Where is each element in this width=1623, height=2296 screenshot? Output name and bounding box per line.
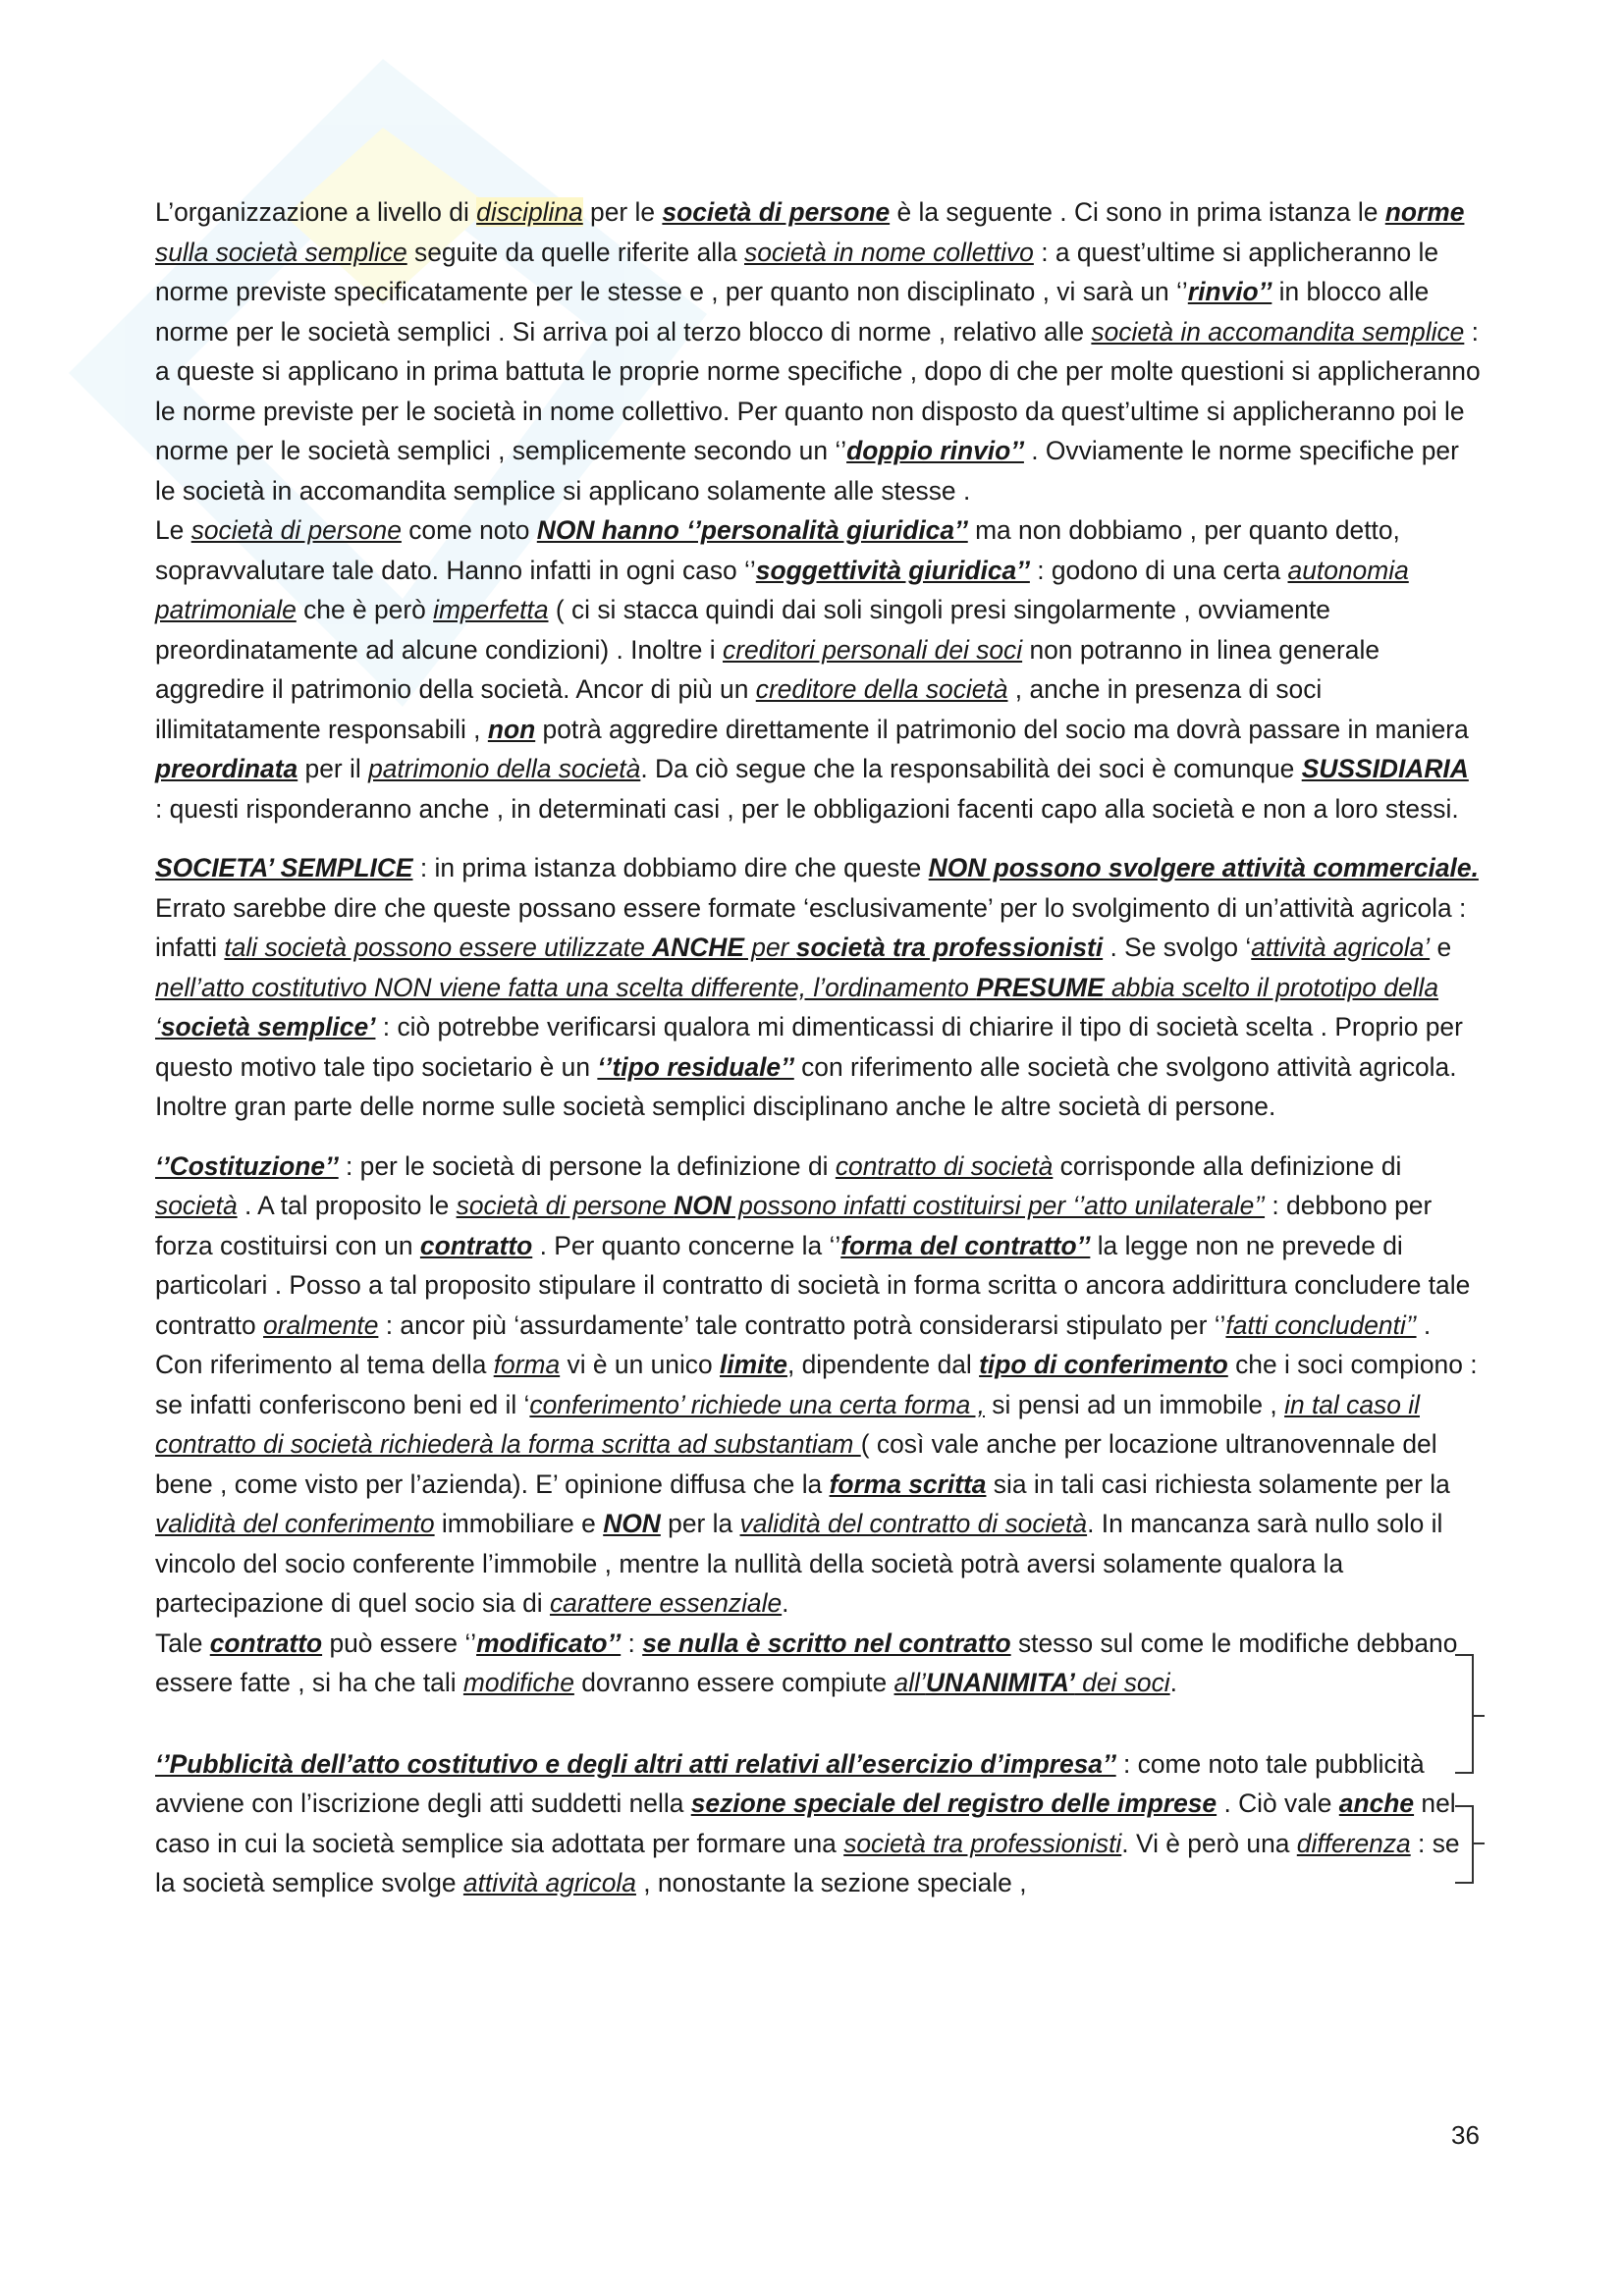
emphasis-text: dei soci: [1074, 1668, 1170, 1697]
emphasis-text: imperfetta: [433, 595, 549, 624]
body-text: la legge non ne prevede di particolari . Posso a tal proposito stipulare il contratto di società in forma scritta o ancora addirittura concludere tale contratto: [155, 1230, 1471, 1340]
paragraph-disciplina: [155, 192, 1483, 510]
body-text: seguite da quelle riferite alla: [406, 237, 744, 267]
emphasis-text: UNANIMITA’: [925, 1668, 1075, 1697]
body-text: si pensi ad un immobile ,: [984, 1389, 1285, 1419]
body-text: : come noto tale pubblicità avviene con l’iscrizione degli atti suddetti nella: [155, 1748, 1425, 1818]
body-text: . In mancanza sarà nullo solo il vincolo del socio conferente l’immobile , mentre la nullità della società potrà aversi solamente qualora la partecipazione di quel socio sia di: [155, 1509, 1443, 1618]
emphasis-text: società semplice’: [160, 1012, 376, 1041]
emphasis-text: doppio rinvio’’: [846, 436, 1024, 465]
emphasis-text: NON: [603, 1509, 661, 1538]
body-text: : per le società di persone la definizione di: [338, 1150, 836, 1181]
body-text: : questi risponderanno anche , in determinati casi , per le obbligazioni facenti capo alla società e non a loro stessi.: [155, 793, 1459, 824]
body-text: ( ci si stacca quindi dai soli singoli presi singolarmente , ovviamente preordinatamente ad alcune condizioni) . Inoltre i: [155, 595, 1330, 665]
body-text: che è però: [296, 595, 434, 624]
emphasis-text: anche: [1338, 1789, 1415, 1818]
body-text: Errato sarebbe dire che queste possano essere formate ‘esclusivamente’ per lo svolgimento di un’attività agricola : infatti: [155, 892, 1467, 962]
emphasis-text: tipo di conferimento: [979, 1350, 1228, 1379]
emphasis-text: PRESUME: [976, 972, 1105, 1002]
body-text: con riferimento alle società che svolgono attività agricola. Inoltre gran parte delle norme sulle società semplici disciplinano anche le altre società di persone.: [155, 1051, 1457, 1121]
paragraph-societa-semplice: [155, 848, 1483, 1127]
body-text: nel caso in cui la società semplice sia adottata per formare una: [155, 1789, 1456, 1858]
emphasis-text: contratto di società: [835, 1150, 1054, 1181]
body-text: corrisponde alla definizione di: [1053, 1150, 1402, 1181]
body-text: che i soci compiono : se infatti conferiscono beni ed il ‘: [155, 1350, 1478, 1419]
body-text: : a queste si applicano in prima battuta le proprie norme specifiche , dopo di che per molte questioni si applicheranno le norme previste per le società in nome collettivo. Per quanto non disposto da quest’ultime si applicheranno poi le norme per le società semplici , semplicemente secondo un ‘’: [155, 316, 1481, 465]
emphasis-text: società: [155, 1191, 238, 1220]
emphasis-text: differenza: [1296, 1828, 1411, 1858]
emphasis-text: società di persone: [190, 515, 402, 545]
body-text: . Con riferimento al tema della: [155, 1309, 1432, 1379]
emphasis-text: sezione speciale del registro delle imprese: [690, 1789, 1217, 1818]
body-text: potrà aggredire direttamente il patrimonio del socio ma dovrà passare in maniera: [535, 714, 1469, 744]
emphasis-text: sulla società semplice: [155, 237, 407, 267]
emphasis-text: modificato’’: [476, 1628, 622, 1658]
emphasis-text: attività agricola: [462, 1868, 636, 1897]
body-text: non potranno in linea generale aggredire il patrimonio della società. Ancor di più un: [155, 634, 1380, 704]
emphasis-text: NON hanno ‘’personalità giuridica’’: [536, 515, 968, 545]
emphasis-text: società di persone: [456, 1191, 675, 1220]
body-text: .: [1169, 1668, 1177, 1697]
emphasis-text: validità del contratto di società: [739, 1509, 1088, 1538]
emphasis-text: rinvio’’: [1187, 277, 1272, 306]
emphasis-text: limite: [720, 1350, 787, 1379]
emphasis-text: fatti concludenti’’: [1225, 1309, 1417, 1340]
body-text: :: [621, 1628, 643, 1658]
emphasis-text: creditori personali dei soci: [723, 634, 1023, 665]
emphasis-text: società tra professionisti: [795, 933, 1104, 962]
paragraph-pubblicita: [155, 1744, 1483, 1903]
emphasis-text: per: [743, 933, 796, 962]
body-text: , dipendente dal: [786, 1350, 980, 1379]
emphasis-text: ANCHE: [652, 933, 744, 962]
body-text: L’organizzazione a livello di: [155, 197, 477, 227]
emphasis-text: modifiche: [462, 1668, 574, 1697]
body-text: . Se svolgo ‘: [1103, 933, 1252, 962]
emphasis-text: società tra professionisti: [843, 1828, 1122, 1858]
body-text: stesso sul come le modifiche debbano essere fatte , si ha che tali: [155, 1628, 1458, 1697]
body-text: ma non dobbiamo , per quanto detto, sopravvalutare tale dato. Hanno infatti in ogni caso ‘’: [155, 515, 1400, 585]
emphasis-text: società in accomandita semplice: [1091, 316, 1465, 347]
emphasis-text: forma scritta: [829, 1468, 987, 1499]
body-text: e: [1430, 933, 1452, 962]
body-text: . A tal proposito le: [237, 1191, 457, 1220]
body-text: : a quest’ultime si applicheranno le norme previste specificatamente per le stesse e , per quanto non disciplinato , vi sarà un ‘’: [155, 237, 1439, 306]
body-text: per il: [298, 754, 369, 783]
body-text: può essere ‘’: [322, 1628, 477, 1658]
emphasis-text: società in nome collettivo: [744, 237, 1034, 267]
document-page: [155, 192, 1483, 1903]
body-text: : ciò potrebbe verificarsi qualora mi dimenticassi di chiarire il tipo di società scelta . Proprio per questo motivo tale tipo societario è un: [155, 1012, 1463, 1082]
body-text: vi è un unico: [560, 1350, 721, 1379]
body-text: per la: [660, 1509, 740, 1538]
emphasis-text: tali società possono essere utilizzate: [224, 933, 653, 962]
body-text: , anche in presenza di soci illimitatamente responsabili ,: [155, 674, 1323, 744]
emphasis-text: norme: [1384, 197, 1465, 227]
emphasis-text: contratto: [209, 1628, 323, 1658]
body-text: sia in tali casi richiesta solamente per la: [986, 1468, 1450, 1499]
body-text: , nonostante la sezione speciale ,: [635, 1868, 1027, 1897]
emphasis-text: NON possono svolgere attività commerciale.: [928, 853, 1479, 882]
emphasis-text: creditore della società: [755, 674, 1008, 704]
emphasis-text: nell’atto costitutivo NON viene fatta una scelta differente, l’ordinamento: [155, 972, 977, 1002]
body-text: . Ciò vale: [1217, 1789, 1339, 1818]
body-text: : in prima istanza dobbiamo dire che queste: [412, 853, 929, 882]
emphasis-text: validità del conferimento: [155, 1509, 435, 1538]
emphasis-text: contratto: [419, 1230, 533, 1260]
emphasis-text: forma del contratto’’: [840, 1230, 1091, 1260]
body-text: come noto: [401, 515, 537, 545]
body-text: : godono di una certa: [1029, 555, 1288, 585]
emphasis-text: patrimonio della società: [368, 754, 641, 783]
body-text: per le: [582, 197, 663, 227]
emphasis-text: conferimento’ richiede una certa forma ,: [529, 1389, 985, 1419]
emphasis-text: abbia scelto il prototipo della ‘: [155, 972, 1439, 1041]
emphasis-text: non: [487, 714, 536, 744]
emphasis-text: ‘’tipo residuale’’: [597, 1051, 794, 1082]
body-text: : debbono per forza costituirsi con un: [155, 1191, 1433, 1260]
emphasis-text: forma: [493, 1350, 561, 1379]
emphasis-text: in tal caso il contratto di società richiederà la forma scritta ad substantiam: [155, 1389, 1420, 1459]
emphasis-text: autonomia patrimoniale: [155, 555, 1409, 624]
emphasis-text: carattere essenziale: [549, 1588, 783, 1618]
emphasis-text: NON: [674, 1191, 731, 1220]
paragraph-personalita: [155, 510, 1483, 828]
emphasis-text: SUSSIDIARIA: [1301, 754, 1469, 783]
body-text: ( così vale anche per locazione ultranovennale del bene , come visto per l’azienda). E’ opinione diffusa che la: [155, 1429, 1437, 1499]
emphasis-text: soggettività giuridica’’: [755, 555, 1030, 585]
body-text: .: [782, 1588, 789, 1618]
emphasis-text: preordinata: [155, 754, 298, 783]
body-text: : se la società semplice svolge: [155, 1828, 1460, 1897]
emphasis-text: possono infatti costituirsi per ‘’atto unilaterale’’: [730, 1191, 1266, 1220]
emphasis-text: all’: [893, 1668, 926, 1697]
body-text: . Da ciò segue che la responsabilità dei soci è comunque: [640, 754, 1302, 783]
paragraph-costituzione: [155, 1147, 1483, 1624]
body-text: Le: [155, 515, 191, 545]
body-text: : ancor più ‘assurdamente’ tale contratto potrà considerarsi stipulato per ‘’: [378, 1309, 1226, 1340]
emphasis-text: disciplina: [476, 197, 583, 227]
emphasis-text: SOCIETA’ SEMPLICE: [155, 853, 413, 882]
emphasis-text: società di persone: [662, 197, 891, 227]
emphasis-text: se nulla è scritto nel contratto: [642, 1628, 1011, 1658]
paragraph-modifica: [155, 1624, 1483, 1703]
body-text: in blocco alle norme per le società semplici . Si arriva poi al terzo blocco di norme , relativo alle: [155, 277, 1430, 347]
emphasis-text: ‘’Pubblicità dell’atto costitutivo e degli altri atti relativi all’esercizio d’impresa’’: [155, 1748, 1116, 1779]
emphasis-text: ‘’Costituzione’’: [155, 1150, 339, 1181]
body-text: dovranno essere compiute: [573, 1668, 894, 1697]
body-text: è la seguente . Ci sono in prima istanza le: [890, 197, 1385, 227]
emphasis-text: oralmente: [263, 1309, 379, 1340]
page-number: 36: [1451, 2120, 1480, 2150]
body-text: Tale: [155, 1628, 210, 1658]
emphasis-text: attività agricola’: [1251, 933, 1431, 962]
body-text: . Per quanto concerne la ‘’: [532, 1230, 841, 1260]
body-text: immobiliare e: [434, 1509, 604, 1538]
body-text: . Ovviamente le norme specifiche per le società in accomandita semplice si applicano solamente alle stesse .: [155, 436, 1459, 506]
body-text: . Vi è però una: [1121, 1828, 1297, 1858]
